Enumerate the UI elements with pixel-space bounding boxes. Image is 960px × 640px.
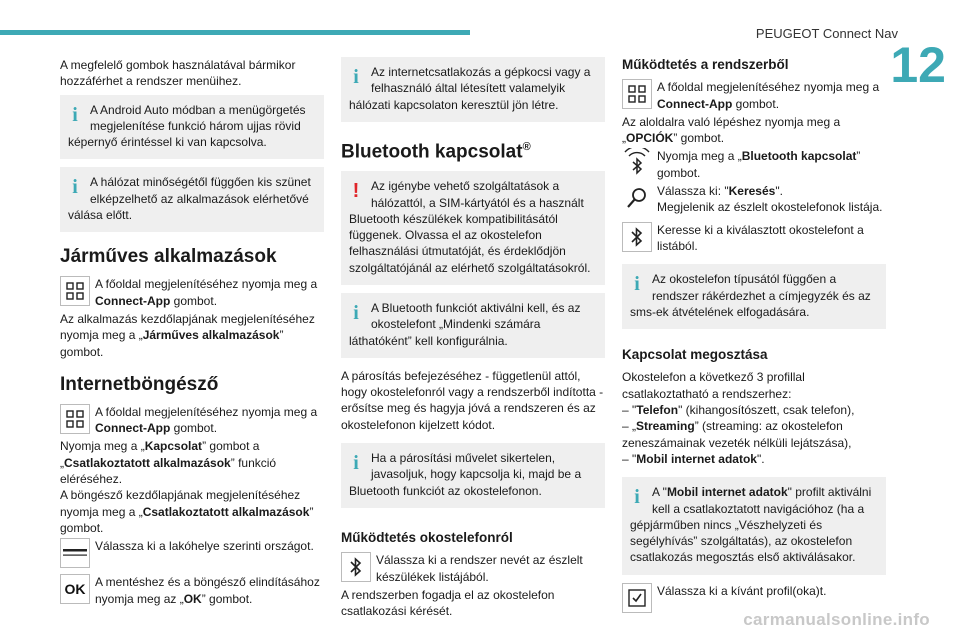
- bluetooth-connection-icon: [622, 148, 652, 178]
- step-row: A főoldal megjelenítéséhez nyomja meg a Connect-App gombot.: [622, 79, 886, 112]
- intro-text: A megfelelő gombok használatával bármikor hozzáférhet a rendszer menüihez.: [60, 58, 296, 89]
- bluetooth-icon: [622, 222, 652, 252]
- info-icon: i: [72, 103, 78, 126]
- info-note: i A Android Auto módban a menügörgetés megjelenítése funkció három ujjas rövid képernyő érintéssel ki van kapcsolva.: [60, 95, 324, 160]
- profile-list-item: – "Mobil internet adatok".: [622, 451, 765, 466]
- step-row: Válassza ki a kívánt profil(oka)t.: [622, 583, 886, 613]
- pairing-text: A párosítás befejezéséhez - függetlenül attól, hogy okostelefonról vagy a rendszerből indította - erősítse meg és hagyja jóvá a rendszeren és az okostelefonon kijelzett kódot.: [341, 368, 604, 432]
- info-icon: i: [353, 452, 359, 475]
- info-icon: i: [353, 302, 359, 324]
- bluetooth-icon: [341, 552, 371, 582]
- info-note: i Az okostelefon típusától függően a rendszer rákérdezhet a címjegyzék és az sms-ek átvételének elfogadására.: [622, 264, 886, 329]
- profile-list-item: – "Telefon" (kihangosítószett, csak telefon),: [622, 403, 855, 418]
- info-note: i A hálózat minőségétől függően kis szünet elképzelhető az alkalmazások elérhetővé válása előtt.: [60, 167, 324, 232]
- header-title: PEUGEOT Connect Nav: [755, 26, 898, 41]
- step-row: A főoldal megjelenítéséhez nyomja meg a Connect-App gombot.: [60, 404, 324, 437]
- section-title-sharing: Kapcsolat megosztása: [622, 347, 768, 363]
- info-note: i A Bluetooth funkciót aktiválni kell, és az okostelefont „Mindenki számára láthatóként” kell konfigurálnia.: [341, 293, 605, 358]
- apps-grid-icon: [60, 276, 90, 306]
- column-2: [341, 57, 605, 619]
- search-icon: [622, 183, 652, 213]
- section-title-from-system: Működtetés a rendszerből: [622, 57, 789, 72]
- info-icon: i: [634, 486, 640, 509]
- column-1: [60, 57, 324, 609]
- info-note: i A "Mobil internet adatok" profilt aktiválni kell a csatlakoztatott navigációhoz (ha a gépjárműben nincs „Vészhelyzeti és segélyhívás” szolgáltatás), az okostelefon csatlakozás megosztás első aktiválásakor.: [622, 477, 886, 574]
- header-accent-bar: [0, 30, 470, 35]
- warning-icon: !: [352, 180, 360, 203]
- browser-text-2: A böngésző kezdőlapjának megjelenítéséhez nyomja meg a „Csatlakoztatott alkalmazások” gombot.: [60, 488, 314, 535]
- info-icon: i: [634, 273, 640, 296]
- section-title-from-phone: Működtetés okostelefonról: [341, 529, 513, 545]
- profile-list-item: – „Streaming” (streaming: az okostelefon zeneszámainak vezeték nélküli lejátszása),: [622, 419, 852, 450]
- apps-grid-icon: [622, 79, 652, 109]
- step-row: Válassza ki a rendszer nevét az észlelt készülékek listájából.: [341, 552, 605, 585]
- warning-note: ! Az igénybe vehető szolgáltatások a hálózattól, a SIM-kártyától és a használt Bluetooth készülékek kompatibilitásától függenek. Olvassa el az okostelefon felhasználási útmutatóját, és érdeklődjön szolgáltatójánál az elérhető szolgáltatásokról.: [341, 171, 605, 285]
- info-note: i Az internetcsatlakozás a gépkocsi vagy a felhasználó által létesített valamelyik hálózati kapcsolaton keresztül jön létre.: [341, 57, 605, 122]
- step-row: Keresse ki a kiválasztott okostelefont a listából.: [622, 222, 886, 255]
- watermark: carmanualsonline.info: [743, 610, 930, 629]
- step-row: Válassza ki: "Keresés". Megjelenik az észlelt okostelefonok listája.: [622, 183, 886, 216]
- column-3: [622, 57, 886, 615]
- checkbox-select-icon: [622, 583, 652, 613]
- share-intro-text: Okostelefon a következő 3 profillal csatlakoztatható a rendszerhez:: [622, 370, 805, 401]
- country-bar-icon: [60, 538, 90, 568]
- step-row: Nyomja meg a „Bluetooth kapcsolat” gombot.: [622, 148, 886, 181]
- info-icon: i: [353, 66, 359, 88]
- ok-button-icon: OK: [60, 574, 90, 604]
- browser-text-1: Nyomja meg a „Kapcsolat” gombot a „Csatlakoztatott alkalmazások” funkció eléréséhez.: [60, 439, 277, 487]
- chapter-number: 12: [890, 37, 946, 93]
- apps-grid-icon: [60, 404, 90, 434]
- options-text: Az aloldalra való lépéshez nyomja meg a „OPCIÓK” gombot.: [622, 114, 841, 146]
- step-row: Válassza ki a lakóhelye szerinti országot.: [60, 538, 324, 568]
- section-title-browser: Internetböngésző: [60, 373, 219, 395]
- info-note: i Ha a párosítási művelet sikertelen, javasoljuk, hogy kapcsolja ki, majd be a Bluetooth funkciót az okostelefonon.: [341, 443, 605, 508]
- section-title-vehicle-apps: Járműves alkalmazások: [60, 246, 277, 268]
- vehicle-apps-text: Az alkalmazás kezdőlapjának megjelenítéséhez nyomja meg a „Járműves alkalmazások” gombot.: [60, 311, 315, 359]
- phone-accept-text: A rendszerben fogadja el az okostelefon csatlakozási kérését.: [341, 587, 555, 619]
- step-row: OK A mentéshez és a böngésző elindításához nyomja meg az „OK” gombot.: [60, 574, 324, 607]
- section-title-bluetooth: Bluetooth kapcsolat®: [341, 140, 531, 163]
- step-row: A főoldal megjelenítéséhez nyomja meg a Connect-App gombot.: [60, 276, 324, 309]
- info-icon: i: [72, 176, 78, 199]
